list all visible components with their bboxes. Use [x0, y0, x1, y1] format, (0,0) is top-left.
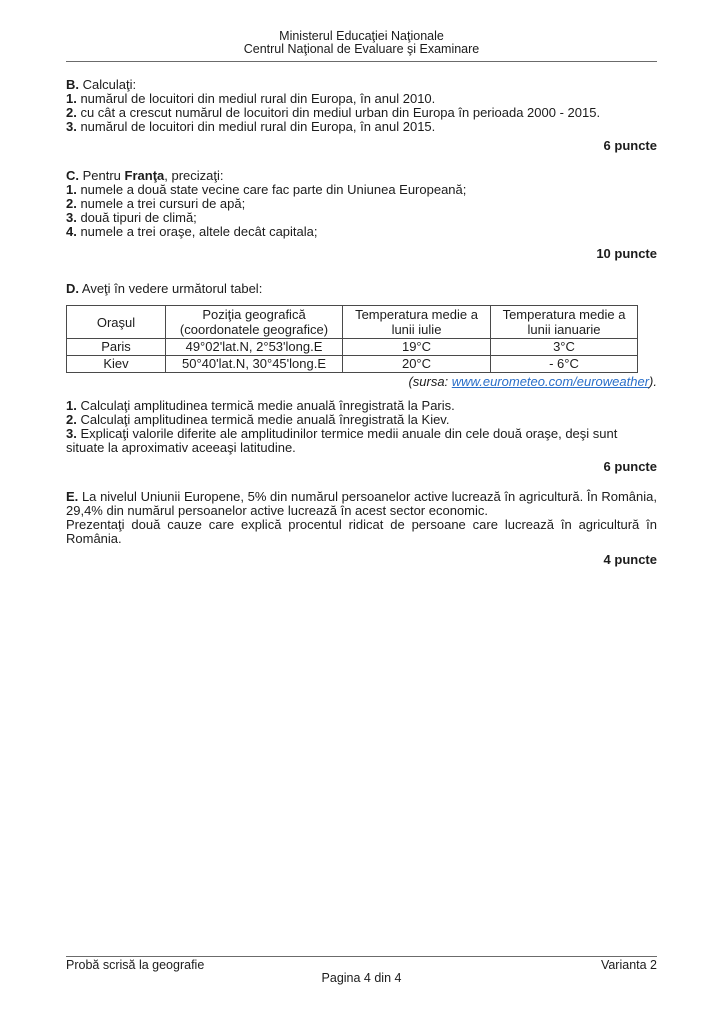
section-d-letter: D.: [66, 281, 79, 296]
temperatures-table: [66, 305, 638, 373]
section-c-item-1: [66, 183, 657, 197]
section-d: [66, 282, 657, 474]
section-c-item-4: [66, 225, 657, 239]
section-c-heading-text2: , precizaţi:: [164, 168, 224, 183]
section-e-points: 4 puncte: [603, 552, 657, 567]
col-header-temp-july: [343, 306, 491, 339]
section-e-paragraph-2: Prezentaţi două cauze care explică procentul ridicat de persoane care lucrează în agricultură în România.: [66, 517, 657, 546]
section-e-paragraph-1: [66, 490, 657, 518]
col-header-line: Temperatura medie a: [502, 307, 626, 322]
section-c-item-3: [66, 211, 657, 225]
item-number: 2.: [66, 196, 77, 211]
cell-temp-january: - 6°C: [491, 356, 638, 373]
header-ministry: Ministerul Educaţiei Naţionale: [279, 29, 444, 43]
col-header-line: (coordonatele geografice): [179, 322, 329, 337]
section-e-text-1: La nivelul Uniunii Europene, 5% din numărul persoanelor active lucrează în agricultură. În România, 29,4% din numărul persoanelor active lucrează în acest sector economic.: [66, 489, 657, 518]
col-header-line: lunii ianuarie: [527, 322, 601, 337]
item-text: două tipuri de climă;: [76, 210, 197, 225]
section-d-item-3: [66, 427, 657, 455]
footer-exam-name: Probă scrisă la geografie: [66, 958, 205, 972]
cell-city: Paris: [67, 339, 166, 356]
item-text: Explicaţi valorile diferite ale amplitudinilor termice medii anuale din cele două oraşe, deşi sunt situate la aproximativ aceeaşi latitudine.: [66, 426, 618, 455]
cell-city: Kiev: [67, 356, 166, 373]
table-row-paris: [67, 339, 638, 356]
section-d-heading-text: Aveţi în vedere următorul tabel:: [79, 281, 263, 296]
cell-temp-january: 3°C: [491, 339, 638, 356]
cell-coordinates: 50°40'lat.N, 30°45'long.E: [166, 356, 343, 373]
section-b-item-2: [66, 106, 657, 120]
item-text: numele a două state vecine care fac parte din Uniunea Europeană;: [76, 182, 467, 197]
col-header-line: Poziţia geografică: [202, 307, 306, 322]
table-source: [66, 375, 657, 389]
cell-temp-july: 19°C: [343, 339, 491, 356]
document-header: [66, 0, 657, 62]
section-d-points: 6 puncte: [603, 459, 657, 474]
section-b: [66, 78, 657, 153]
item-number: 2.: [66, 412, 77, 427]
section-b-heading-text: Calculaţi:: [79, 77, 137, 92]
section-d-questions: [66, 399, 657, 455]
document-footer: [66, 956, 657, 985]
source-label: (sursa:: [408, 374, 452, 389]
source-link[interactable]: www.eurometeo.com/euroweather: [451, 374, 650, 389]
section-b-item-3: [66, 120, 657, 134]
item-text: Calculaţi amplitudinea termică medie anuală înregistrată la Paris.: [76, 398, 455, 413]
item-number: 3.: [66, 119, 77, 134]
section-b-heading: [66, 78, 657, 92]
item-text: numărul de locuitori din mediul rural din Europa, în anul 2015.: [76, 119, 436, 134]
section-b-letter: B.: [66, 77, 79, 92]
section-c-points: 10 puncte: [596, 246, 657, 261]
item-text: Calculaţi amplitudinea termică medie anuală înregistrată la Kiev.: [76, 412, 450, 427]
section-c-country: Franţa: [124, 168, 165, 183]
footer-variant: Varianta 2: [600, 958, 657, 972]
item-text: numele a trei oraşe, altele decât capitala;: [76, 224, 318, 239]
footer-page-number: Pagina 4 din 4: [321, 971, 402, 985]
item-number: 3.: [66, 426, 77, 441]
section-d-item-1: [66, 399, 657, 413]
item-text: numărul de locuitori din mediul rural din Europa, în anul 2010.: [76, 91, 436, 106]
cell-coordinates: 49°02'lat.N, 2°53'long.E: [166, 339, 343, 356]
col-header-line: Oraşul: [96, 314, 136, 330]
section-c-item-2: [66, 197, 657, 211]
section-e: [66, 490, 657, 567]
col-header-line: lunii iulie: [391, 322, 442, 337]
col-header-city: [67, 306, 166, 339]
header-center-name: Centrul Naţional de Evaluare şi Examinare: [243, 42, 480, 56]
section-b-points: 6 puncte: [603, 138, 657, 153]
item-text: cu cât a crescut numărul de locuitori din mediul urban din Europa în perioada 2000 - 2015.: [76, 105, 601, 120]
col-header-temp-january: [491, 306, 638, 339]
col-header-line: Temperatura medie a: [355, 307, 478, 322]
item-text: numele a trei cursuri de apă;: [76, 196, 246, 211]
item-number: 4.: [66, 224, 77, 239]
section-c-letter: C.: [66, 168, 79, 183]
section-c-heading: [66, 169, 657, 183]
source-suffix: ).: [649, 374, 657, 389]
item-number: 2.: [66, 105, 77, 120]
item-number: 1.: [66, 91, 77, 106]
item-number: 1.: [66, 182, 77, 197]
cell-temp-july: 20°C: [343, 356, 491, 373]
table-header-row: [67, 306, 638, 339]
col-header-position: [166, 306, 343, 339]
section-c-heading-text1: Pentru: [79, 168, 125, 183]
item-number: 3.: [66, 210, 77, 225]
section-c: [66, 169, 657, 261]
section-b-item-1: [66, 92, 657, 106]
table-row-kiev: [67, 356, 638, 373]
section-d-item-2: [66, 413, 657, 427]
item-number: 1.: [66, 398, 77, 413]
section-e-letter: E.: [66, 489, 79, 504]
section-d-heading: [66, 282, 657, 296]
